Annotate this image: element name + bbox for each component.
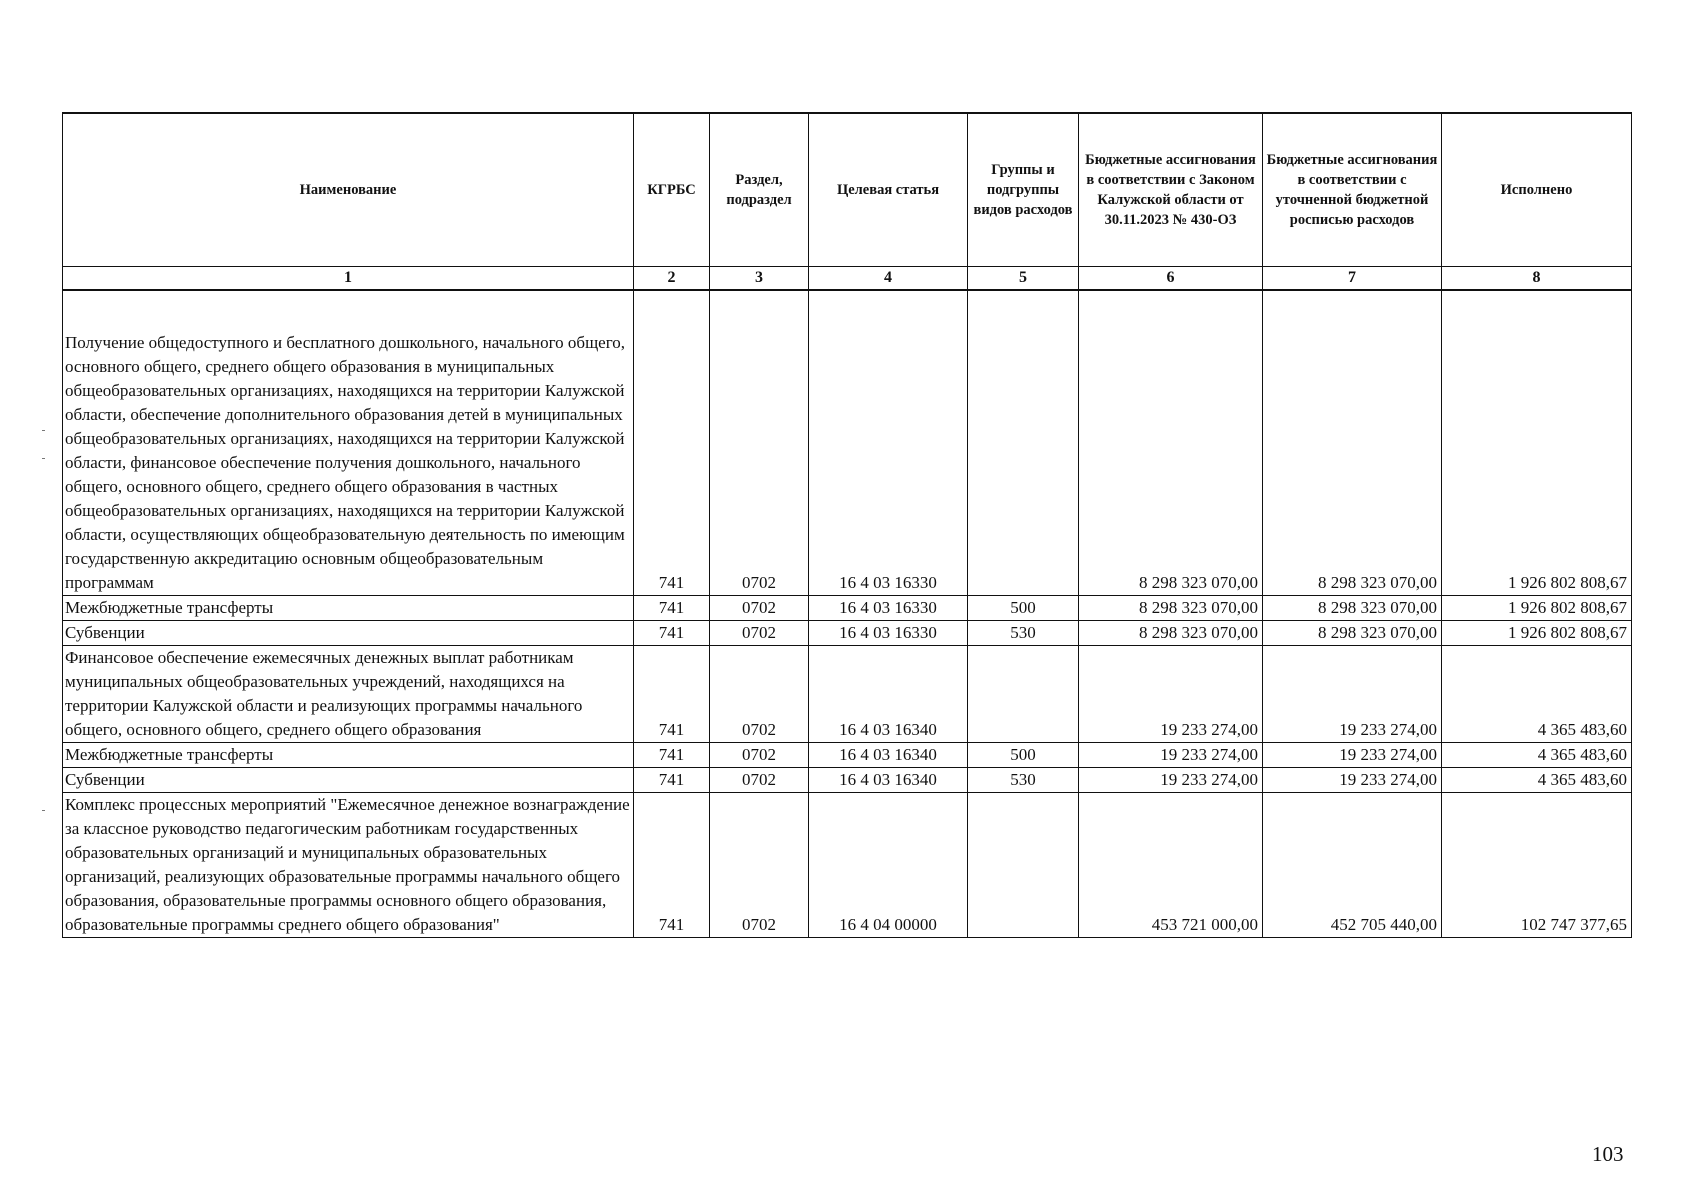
row-group: 500	[968, 743, 1079, 768]
row-group: 500	[968, 596, 1079, 621]
row-group	[968, 793, 1079, 938]
row-executed: 4 365 483,60	[1442, 743, 1632, 768]
header-schedule: Бюджетные ассигнования в соответствии с уточненной бюджетной росписью расходов	[1263, 113, 1442, 267]
header-law: Бюджетные ассигнования в соответствии с Законом Калужской области от 30.11.2023 № 430-ОЗ	[1079, 113, 1263, 267]
table-row	[63, 646, 1632, 743]
row-section: 0702	[710, 793, 809, 938]
row-name: Финансовое обеспечение ежемесячных денежных выплат работникам муниципальных общеобразовательных учреждений, находящихся на территории Калужской области и реализующих программы начального общего, основного общего, среднего общего образования	[63, 646, 634, 743]
row-target: 16 4 03 16340	[809, 768, 968, 793]
row-section: 0702	[710, 743, 809, 768]
row-law: 19 233 274,00	[1079, 768, 1263, 793]
column-number: 6	[1079, 267, 1263, 291]
header-target: Целевая статья	[809, 113, 968, 267]
scan-mark	[42, 430, 45, 431]
header-name: Наименование	[63, 113, 634, 267]
row-target: 16 4 03 16340	[809, 646, 968, 743]
row-law: 8 298 323 070,00	[1079, 596, 1263, 621]
header-kgrbs: КГРБС	[634, 113, 710, 267]
row-schedule: 8 298 323 070,00	[1263, 331, 1442, 596]
row-schedule: 19 233 274,00	[1263, 768, 1442, 793]
row-law: 8 298 323 070,00	[1079, 331, 1263, 596]
row-law: 453 721 000,00	[1079, 793, 1263, 938]
row-target: 16 4 03 16330	[809, 621, 968, 646]
row-section: 0702	[710, 596, 809, 621]
row-executed: 102 747 377,65	[1442, 793, 1632, 938]
column-number: 5	[968, 267, 1079, 291]
row-target: 16 4 03 16330	[809, 331, 968, 596]
table-row	[63, 743, 1632, 768]
column-number: 7	[1263, 267, 1442, 291]
row-name: Межбюджетные трансферты	[63, 596, 634, 621]
row-name: Межбюджетные трансферты	[63, 743, 634, 768]
row-kgrbs: 741	[634, 646, 710, 743]
budget-table	[62, 112, 1632, 938]
page-number: 103	[1592, 1142, 1624, 1166]
row-schedule: 8 298 323 070,00	[1263, 596, 1442, 621]
scan-mark	[42, 458, 45, 459]
column-number: 1	[63, 267, 634, 291]
row-law: 19 233 274,00	[1079, 646, 1263, 743]
column-number-row	[63, 267, 1632, 291]
header-row	[63, 113, 1632, 267]
column-number: 4	[809, 267, 968, 291]
row-kgrbs: 741	[634, 768, 710, 793]
row-group: 530	[968, 768, 1079, 793]
row-law: 19 233 274,00	[1079, 743, 1263, 768]
scan-mark	[42, 810, 45, 811]
row-schedule: 19 233 274,00	[1263, 646, 1442, 743]
row-schedule: 8 298 323 070,00	[1263, 621, 1442, 646]
row-section: 0702	[710, 646, 809, 743]
row-executed: 1 926 802 808,67	[1442, 621, 1632, 646]
header-executed: Исполнено	[1442, 113, 1632, 267]
row-name: Комплекс процессных мероприятий "Ежемесячное денежное вознаграждение за классное руководство педагогическим работникам государственных образовательных организаций и муниципальных образовательных организаций, реализующих образовательные программы начального общего образования, образовательные программы основного общего образования, образовательные программы среднего общего образования"	[63, 793, 634, 938]
header-section: Раздел, подраздел	[710, 113, 809, 267]
header-group: Группы и подгруппы видов расходов	[968, 113, 1079, 267]
row-kgrbs: 741	[634, 331, 710, 596]
row-executed: 1 926 802 808,67	[1442, 331, 1632, 596]
table-row	[63, 768, 1632, 793]
spacer-row	[63, 290, 1632, 331]
row-target: 16 4 04 00000	[809, 793, 968, 938]
row-group	[968, 646, 1079, 743]
row-name: Субвенции	[63, 768, 634, 793]
row-name: Субвенции	[63, 621, 634, 646]
table-row	[63, 793, 1632, 938]
table-row	[63, 596, 1632, 621]
row-schedule: 452 705 440,00	[1263, 793, 1442, 938]
column-number: 3	[710, 267, 809, 291]
row-executed: 4 365 483,60	[1442, 646, 1632, 743]
table-row	[63, 331, 1632, 596]
row-section: 0702	[710, 331, 809, 596]
row-law: 8 298 323 070,00	[1079, 621, 1263, 646]
row-group: 530	[968, 621, 1079, 646]
row-schedule: 19 233 274,00	[1263, 743, 1442, 768]
row-executed: 4 365 483,60	[1442, 768, 1632, 793]
row-section: 0702	[710, 768, 809, 793]
row-executed: 1 926 802 808,67	[1442, 596, 1632, 621]
column-number: 2	[634, 267, 710, 291]
table-row	[63, 621, 1632, 646]
row-kgrbs: 741	[634, 596, 710, 621]
row-group	[968, 331, 1079, 596]
row-kgrbs: 741	[634, 743, 710, 768]
row-section: 0702	[710, 621, 809, 646]
column-number: 8	[1442, 267, 1632, 291]
row-target: 16 4 03 16340	[809, 743, 968, 768]
row-kgrbs: 741	[634, 621, 710, 646]
row-kgrbs: 741	[634, 793, 710, 938]
row-name: Получение общедоступного и бесплатного дошкольного, начального общего, основного общего, среднего общего образования в муниципальных общеобразовательных организациях, находящихся на территории Калужской области, обеспечение дополнительного образования детей в муниципальных общеобразовательных организациях, находящихся на территории Калужской области, финансовое обеспечение получения дошкольного, начального общего, основного общего, среднего общего образования в частных общеобразовательных организациях, находящихся на территории Калужской области, осуществляющих общеобразовательную деятельность по имеющим государственную аккредитацию основным общеобразовательным программам	[63, 331, 634, 596]
row-target: 16 4 03 16330	[809, 596, 968, 621]
